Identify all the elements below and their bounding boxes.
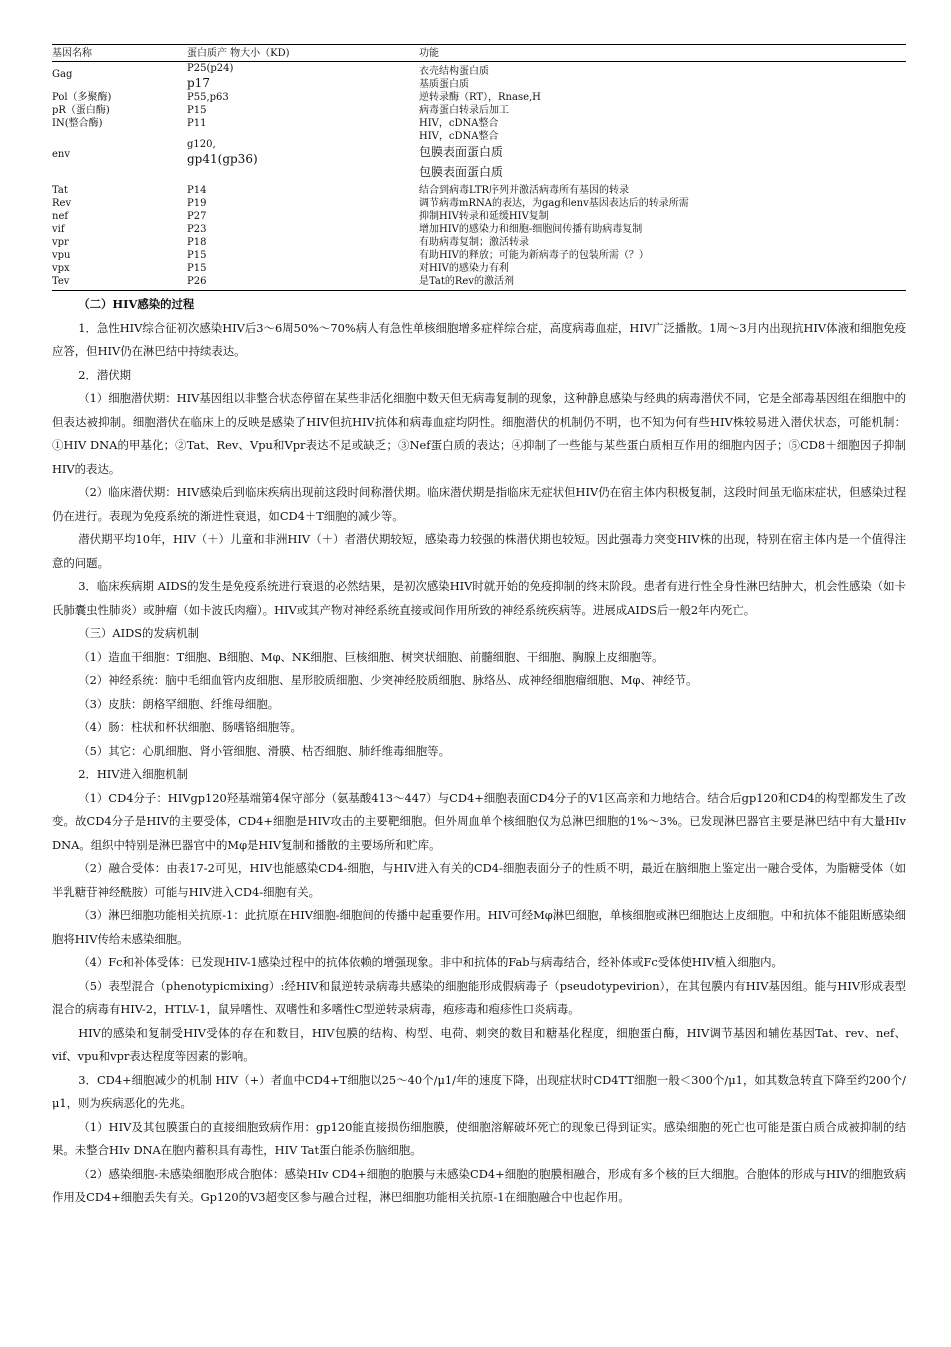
gene-table-header: [52, 45, 906, 62]
size-line: p17: [187, 76, 210, 90]
header-function: 功能: [419, 45, 906, 62]
paragraph: （2）临床潜伏期：HIV感染后到临床疾病出现前这段时间称潜伏期。临床潜伏期是指临床无症状但HIV仍在宿主体内积极复制，这段时间虽无临床症状，但感染过程仍在进行。表现为免疫系统的渐进性衰退，如CD4＋T细胞的减少等。: [52, 485, 906, 523]
section-heading: （二）HIV感染的过程: [78, 297, 195, 311]
protein-size: P23: [187, 224, 207, 235]
gene-name: vif: [52, 224, 65, 235]
function-line: HIV，cDNA整合: [419, 131, 499, 142]
gene-function: 有助HIV的释放；可能为新病毒子的包装所需（？）: [419, 250, 649, 261]
gene-name: IN(整合酶): [52, 118, 103, 129]
table-row: [52, 249, 906, 262]
gene-function: 增加HIV的感染力和细胞-细胞间传播有助病毒复制: [419, 224, 643, 235]
list-item: （3）皮肤：朗格罕细胞、纤维母细胞。: [78, 696, 280, 711]
table-row: [52, 236, 906, 249]
gene-function: 是Tat的Rev的激活剂: [419, 276, 514, 287]
paragraph: （2）融合受体：由表17-2可见，HIV也能感染CD4-细胞，与HIV进入有关的CD4-细胞表面分子的性质不明，最近在脑细胞上鉴定出一融合受体，为脂糖受体（如半乳糖苷神经酰胺）可能与HIV进入CD4-细胞有关。: [52, 861, 906, 899]
paragraph: 3．CD4+细胞减少的机制 HIV（+）者血中CD4+T细胞以25～40个/μ1/年的速度下降，出现症状时CD4TT细胞一般＜300个/μ1，如其数急转直下降至约200个/μ1，则为疾病恶化的先兆。: [52, 1072, 906, 1110]
gene-function: 对HIV的感染力有利: [419, 263, 509, 274]
gene-function: [419, 130, 906, 184]
paragraph: （1）HIV及其包膜蛋白的直接细胞致病作用：gp120能直接损伤细胞膜，使细胞溶解破坏死亡的现象已得到证实。感染细胞的死亡也可能是蛋白质合成被抑制的结果。未整合HIv DNA在胞内蓄积具有毒性，HIV Tat蛋白能杀伤脑细胞。: [52, 1119, 906, 1157]
paragraph: （1）细胞潜伏期：HIV基因组以非整合状态停留在某些非活化细胞中数天但无病毒复制的现象，这种静息感染与经典的病毒潜伏不同，它是全部毒基因组在细胞中的但表达被抑制。细胞潜伏在临床上的反映是感染了HIV但抗HIV抗体和病毒血症均阴性。细胞潜伏的机制仍不明，也不知为何有些HIV株较易进入潜伏状态，可能机制：①HIV DNA的甲基化；②Tat、Rev、Vpu和Vpr表达不足或缺乏；③Nef蛋白质的表达；④抑制了一些能与某些蛋白质相互作用的细胞内因子；⑤CD8＋细胞因子抑制HIV的表达。: [52, 391, 906, 476]
table-row: [52, 184, 906, 197]
header-gene: 基因名称: [52, 45, 187, 62]
size-line: P25(p24): [187, 63, 234, 74]
protein-size: P15: [187, 250, 207, 261]
table-row: [52, 210, 906, 223]
gene-function: 有助病毒复制；激活转录: [419, 237, 529, 248]
list-item: （1）造血干细胞：T细胞、B细胞、Mφ、NK细胞、巨核细胞、树突状细胞、前髓细胞、干细胞、胸腺上皮细胞等。: [78, 649, 664, 664]
table-row: [52, 117, 906, 130]
gene-function: 逆转录酶（RT），Rnase,H: [419, 92, 541, 103]
protein-size: [187, 130, 419, 184]
header-size: 蛋白质产 物大小（KD): [187, 45, 419, 62]
protein-size: [187, 62, 419, 92]
protein-size: P15: [187, 263, 207, 274]
gene-function: 调节病毒mRNA的表达，为gag和env基因表达后的转录所需: [419, 198, 689, 209]
subheading: 2．HIV进入细胞机制: [78, 767, 188, 781]
body-text: [52, 293, 906, 1210]
list-item: （2）神经系统：脑中毛细血管内皮细胞、星形胶质细胞、少突神经胶质细胞、脉络丛、成神经细胞瘤细胞、Mφ、神经节。: [78, 673, 698, 687]
protein-size: P27: [187, 211, 207, 222]
list-item: （4）肠：柱状和杯状细胞、肠嗜铬细胞等。: [78, 720, 302, 734]
function-line: 基质蛋白质: [419, 79, 469, 90]
gene-function: 结合到病毒LTR序列并激活病毒所有基因的转录: [419, 185, 630, 196]
gene-name: Tat: [52, 185, 68, 196]
table-row: [52, 91, 906, 104]
protein-size: P11: [187, 118, 207, 129]
gene-name: Rev: [52, 198, 72, 209]
paragraph: （1）CD4分子：HIVgp120羟基端第4保守部分（氨基酸413～447）与CD4+细胞表面CD4分子的V1区高亲和力地结合。结合后gp120和CD4的构型都发生了改变。故CD4分子是HIV的主要受体，CD4+细胞是HIV攻击的主要靶细胞。但外周血单个核细胞仅为总淋巴细胞的1%～3%。已发现淋巴器官主要是淋巴结中有大量HIv DNA。组织中特别是淋巴器官中的Mφ是HIV复制和播散的主要场所和贮库。: [52, 790, 906, 852]
table-row: [52, 275, 906, 291]
gene-function: 病毒蛋白转录后加工: [419, 105, 509, 116]
protein-size: P26: [187, 276, 207, 287]
subheading: 2．潜伏期: [78, 367, 132, 382]
protein-size: P19: [187, 198, 207, 209]
paragraph: 潜伏期平均10年，HIV（＋）儿童和非洲HIV（＋）者潜伏期较短，感染毒力较强的株潜伏期也较短。因此强毒力突变HIV株的出现，特别在宿主体内是一个值得注意的问题。: [52, 532, 906, 570]
gene-name: vpx: [52, 263, 70, 274]
table-row: [52, 223, 906, 236]
gene-function: [419, 62, 906, 92]
paragraph: （4）Fc和补体受体：已发现HIV-1感染过程中的抗体依赖的增强现象。非中和抗体的Fab与病毒结合，经补体或Fc受体使HIV植入细胞内。: [78, 955, 783, 969]
size-line: g120,: [187, 139, 216, 150]
gene-function: HIV，cDNA整合: [419, 118, 499, 129]
gene-name: Tev: [52, 276, 70, 287]
gene-name: vpu: [52, 250, 71, 261]
document-page: [52, 44, 906, 1210]
paragraph: 3．临床疾病期 AIDS的发生是免疫系统进行衰退的必然结果，是初次感染HIV时就开始的免疫抑制的终末阶段。患者有进行性全身性淋巴结肿大，机会性感染（如卡氏肺囊虫性肺炎）或肿瘤（如卡波氏肉瘤）。HIV或其产物对神经系统直接或间作用所致的神经系统疾病等。进展成AIDS后一般2年内死亡。: [52, 579, 906, 617]
protein-size: P14: [187, 185, 207, 196]
paragraph: （2）感染细胞-未感染细胞形成合胞体：感染HIv CD4+细胞的胞膜与未感染CD4+细胞的胞膜相融合，形成有多个核的巨大细胞。合胞体的形成与HIV的细胞致病作用及CD4+细胞丢失有关。Gp120的V3超变区参与融合过程，淋巴细胞功能相关抗原-1在细胞融合中也起作用。: [52, 1166, 906, 1204]
table-row: [52, 262, 906, 275]
section-heading: （三）AIDS的发病机制: [78, 626, 200, 640]
function-line: 包膜表面蛋白质: [419, 165, 504, 179]
paragraph: （5）表型混合（phenotypicmixing）:经HIV和鼠逆转录病毒共感染的细胞能形成假病毒子（pseudotypevirion），在其包膜内有HIV基因组。能与HIV形成表型混合的病毒有HIV-2，HTLV-1，鼠异嗜性、双嗜性和多嗜性C型逆转录病毒，疱疹毒和疱疹性口炎病毒。: [52, 978, 906, 1016]
protein-size: P18: [187, 237, 207, 248]
function-line: 衣壳结构蛋白质: [419, 66, 489, 77]
gene-name: nef: [52, 211, 69, 222]
protein-size: P15: [187, 105, 207, 116]
function-line: 包膜表面蛋白质: [419, 145, 504, 159]
size-line: gp41(gp36): [187, 152, 258, 166]
table-row: [52, 197, 906, 210]
gene-name: vpr: [52, 237, 69, 248]
gene-name: Gag: [52, 69, 73, 80]
gene-table: [52, 44, 906, 291]
table-row: [52, 130, 906, 184]
paragraph: 1．急性HIV综合征初次感染HIV后3～6周50%～70%病人有急性单核细胞增多症样综合症，高度病毒血症，HIV广泛播散。1周～3月内出现抗HIV体液和细胞免疫应答，但HIV仍在淋巴结中持续表达。: [52, 320, 906, 358]
gene-name: Pol（多聚酶): [52, 92, 112, 103]
table-row: [52, 62, 906, 92]
paragraph: HIV的感染和复制受HIV受体的存在和数目，HIV包膜的结构、构型、电荷、刺突的数目和糖基化程度，细胞蛋白酶，HIV调节基因和辅佐基因Tat、rev、nef、vif、vpu和vpr表达程度等因素的影响。: [52, 1025, 906, 1063]
paragraph: （3）淋巴细胞功能相关抗原-1：此抗原在HIV细胞-细胞间的传播中起重要作用。HIV可经Mφ淋巴细胞，单核细胞或淋巴细胞达上皮细胞。中和抗体不能阻断感染细胞将HIV传给未感染细胞。: [52, 908, 906, 946]
gene-function: 抑制HIV转录和延缓HIV复制: [419, 211, 549, 222]
protein-size: P55,p63: [187, 92, 229, 103]
table-row: [52, 104, 906, 117]
gene-name: env: [52, 149, 71, 160]
list-item: （5）其它：心肌细胞、肾小管细胞、滑膜、枯否细胞、肺纤维毒细胞等。: [78, 743, 450, 758]
gene-name: pR（蛋白酶): [52, 105, 110, 116]
